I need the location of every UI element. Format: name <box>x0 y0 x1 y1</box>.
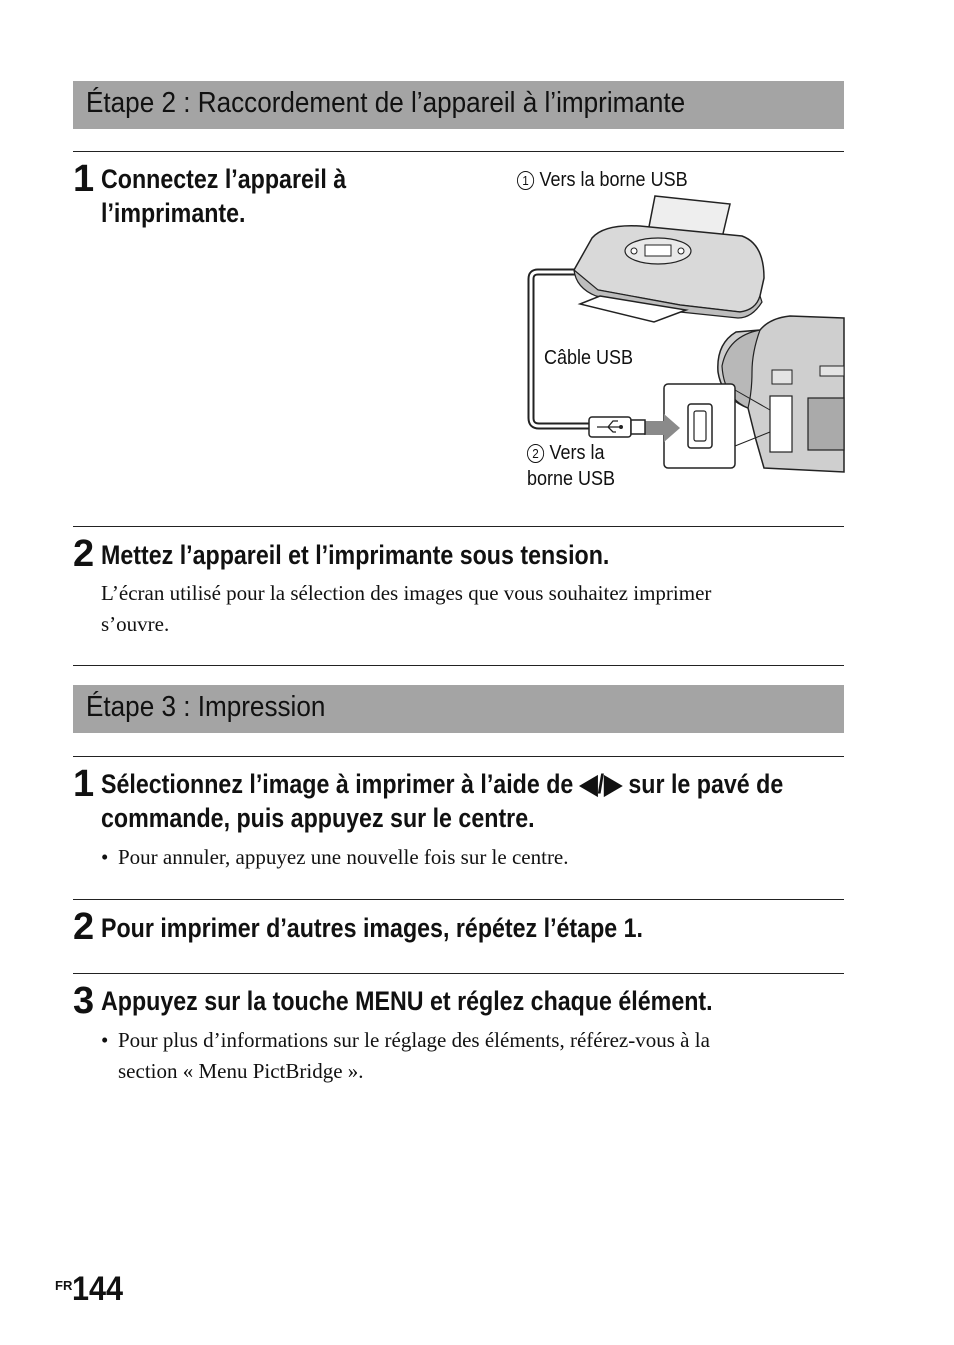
divider <box>73 899 844 900</box>
bullet-note: • Pour plus d’informations sur le réglage des éléments, référez-vous à la section « Menu PictBridge ». <box>101 1025 710 1087</box>
section-header-step3 <box>73 685 844 733</box>
bullet-note: • Pour annuler, appuyez une nouvelle fois sur le centre. <box>101 842 569 873</box>
step-number: 1 <box>73 158 95 200</box>
step-instruction: Sélectionnez l’image à imprimer à l’aide de ◀/▶ sur le pavé de commande, puis appuyez sur le centre. <box>101 769 784 833</box>
step-instruction: Mettez l’appareil et l’imprimante sous tension. <box>101 540 610 570</box>
step-number: 2 <box>73 906 95 948</box>
divider <box>73 756 844 757</box>
step-instruction: Appuyez sur la touche MENU et réglez chaque élément. <box>101 986 713 1016</box>
page-number: $^{FR}$144 <box>55 1270 124 1308</box>
step-description: L’écran utilisé pour la sélection des images que vous souhaitez imprimer s’ouvre. <box>101 581 712 636</box>
divider <box>73 665 844 666</box>
connection-diagram <box>0 0 954 520</box>
label-usb-camera: 2 Vers la borne USB <box>527 442 616 490</box>
section-title: Étape 2 : Raccordement de l’appareil à l’imprimante <box>86 87 686 119</box>
label-usb-printer: 1 Vers la borne USB <box>517 167 688 193</box>
step-number: 1 <box>73 763 95 805</box>
divider <box>73 973 844 974</box>
step-instruction: Connectez l’appareil à l’imprimante. <box>101 164 347 228</box>
step-instruction: Pour imprimer d’autres images, répétez l’étape 1. <box>101 913 644 943</box>
step-number: 3 <box>73 980 95 1022</box>
step-number: 2 <box>73 533 95 575</box>
section-title: Étape 3 : Impression <box>86 691 326 723</box>
label-usb-cable: Câble USB <box>544 347 634 369</box>
divider <box>73 526 844 527</box>
printer-camera-illustration <box>0 0 954 520</box>
